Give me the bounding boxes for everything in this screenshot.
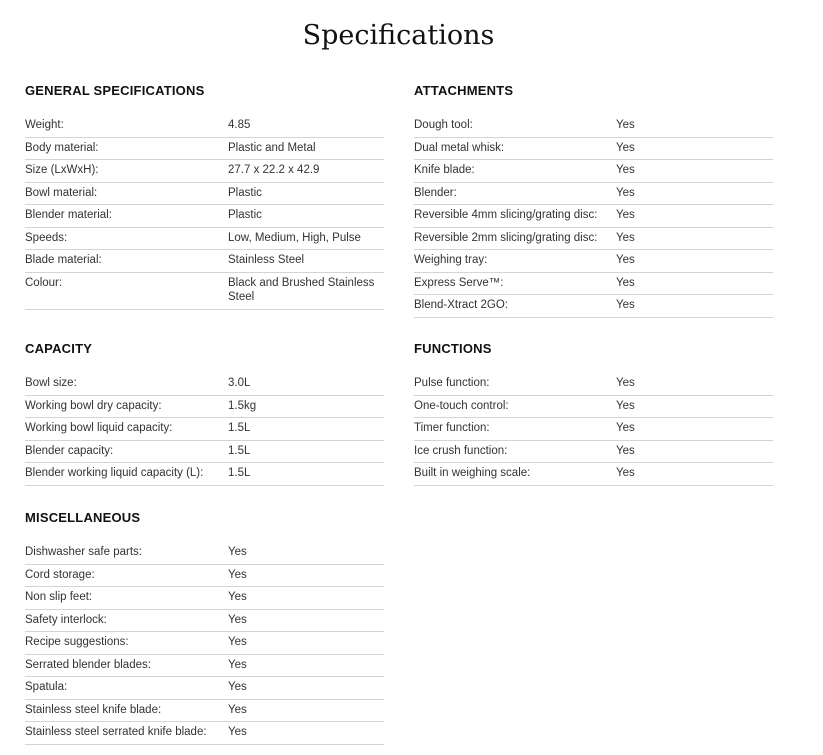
spec-row <box>25 677 384 700</box>
spec-label: Working bowl dry capacity: <box>25 399 162 412</box>
spec-value: 1.5L <box>228 422 251 434</box>
spec-value: Plastic and Metal <box>228 141 316 154</box>
spec-value: Yes <box>616 467 635 479</box>
spec-value: Stainless Steel <box>228 254 305 266</box>
spec-value: Yes <box>616 119 635 131</box>
spec-label: Weight: <box>25 119 64 131</box>
spec-row <box>25 250 384 273</box>
spec-value: 4.85 <box>228 119 251 131</box>
spec-row <box>25 273 384 310</box>
spec-row <box>414 160 773 183</box>
spec-value: Yes <box>228 591 247 603</box>
spec-label: Cord storage: <box>25 568 95 581</box>
spec-row <box>25 205 384 228</box>
spec-label: Stainless steel knife blade: <box>25 703 162 716</box>
spec-value: Yes <box>616 299 635 311</box>
section-heading: ATTACHMENTS <box>414 83 514 98</box>
spec-value: Plastic <box>228 209 262 221</box>
spec-label: Dough tool: <box>414 119 473 131</box>
spec-value: Yes <box>616 141 635 154</box>
spec-row <box>25 115 384 138</box>
spec-label: Reversible 2mm slicing/grating disc: <box>414 231 598 244</box>
spec-label: Blender: <box>414 186 457 199</box>
spec-label: Spatula: <box>25 681 68 693</box>
spec-row <box>414 205 773 228</box>
spec-value: Low, Medium, High, Pulse <box>228 231 361 244</box>
spec-row <box>25 700 384 723</box>
spec-label: Bowl size: <box>25 377 77 389</box>
spec-value: Yes <box>616 186 635 199</box>
spec-row <box>25 655 384 678</box>
spec-label: Reversible 4mm slicing/grating disc: <box>414 209 598 221</box>
spec-row <box>25 183 384 206</box>
spec-label: Safety interlock: <box>25 613 107 626</box>
page-title: Specifications <box>302 20 495 51</box>
spec-value: Yes <box>616 444 635 457</box>
general-specifications-section <box>25 83 384 310</box>
spec-value: Black and Brushed Stainless Steel <box>228 276 375 303</box>
spec-value: Yes <box>228 636 247 648</box>
spec-row <box>25 418 384 441</box>
attachments-section <box>414 83 773 318</box>
spec-value: Yes <box>616 377 635 389</box>
spec-row <box>414 441 773 464</box>
capacity-section <box>25 341 384 486</box>
spec-value: Yes <box>228 726 247 738</box>
spec-label: Ice crush function: <box>414 444 508 457</box>
spec-row <box>25 632 384 655</box>
spec-label: Dishwasher safe parts: <box>25 546 142 558</box>
spec-row <box>25 722 384 745</box>
spec-label: One-touch control: <box>414 399 509 412</box>
functions-section <box>414 341 773 486</box>
spec-row <box>414 183 773 206</box>
spec-label: Weighing tray: <box>414 254 488 266</box>
spec-value: Yes <box>616 254 635 266</box>
spec-row <box>414 463 773 486</box>
spec-value: Yes <box>616 209 635 221</box>
spec-label: Non slip feet: <box>25 591 93 603</box>
spec-row <box>414 373 773 396</box>
spec-label: Dual metal whisk: <box>414 141 505 154</box>
spec-row <box>25 441 384 464</box>
spec-row <box>414 138 773 161</box>
spec-value: 1.5kg <box>228 399 257 412</box>
spec-label: Blender material: <box>25 209 112 221</box>
spec-label: Recipe suggestions: <box>25 636 129 648</box>
spec-label: Timer function: <box>414 422 490 434</box>
spec-value: Yes <box>228 568 247 581</box>
section-heading: FUNCTIONS <box>414 341 492 356</box>
spec-row <box>25 565 384 588</box>
spec-row <box>414 418 773 441</box>
section-heading: CAPACITY <box>25 341 93 356</box>
spec-label: Express Serve™: <box>414 276 504 289</box>
spec-label: Colour: <box>25 276 63 289</box>
spec-value: Yes <box>228 658 247 671</box>
spec-value: 1.5L <box>228 467 251 479</box>
spec-row <box>414 295 773 318</box>
spec-value: Yes <box>228 703 247 716</box>
spec-label: Blade material: <box>25 254 102 266</box>
spec-value: Yes <box>228 681 247 693</box>
spec-label: Knife blade: <box>414 164 475 176</box>
spec-row <box>25 396 384 419</box>
spec-label: Blend-Xtract 2GO: <box>414 299 508 311</box>
spec-value: 1.5L <box>228 444 251 457</box>
spec-value: Plastic <box>228 186 262 199</box>
spec-row <box>414 396 773 419</box>
spec-row <box>25 463 384 486</box>
spec-label: Blender working liquid capacity (L): <box>25 467 204 479</box>
spec-label: Size (LxWxH): <box>25 164 99 176</box>
spec-value: Yes <box>228 613 247 626</box>
spec-label: Built in weighing scale: <box>414 467 531 479</box>
spec-row <box>414 115 773 138</box>
section-heading: MISCELLANEOUS <box>25 510 141 525</box>
spec-row <box>25 228 384 251</box>
spec-row <box>414 273 773 296</box>
spec-label: Blender capacity: <box>25 444 114 457</box>
spec-label: Working bowl liquid capacity: <box>25 422 173 434</box>
spec-row <box>25 587 384 610</box>
spec-value: Yes <box>616 276 635 289</box>
spec-value: Yes <box>616 422 635 434</box>
miscellaneous-section <box>25 510 384 745</box>
spec-row <box>25 160 384 183</box>
section-heading: GENERAL SPECIFICATIONS <box>25 83 205 98</box>
spec-value: Yes <box>616 231 635 244</box>
spec-value: Yes <box>228 546 247 558</box>
spec-label: Body material: <box>25 141 99 154</box>
spec-label: Pulse function: <box>414 377 490 389</box>
spec-value: 3.0L <box>228 377 251 389</box>
spec-row <box>25 610 384 633</box>
spec-row <box>25 373 384 396</box>
spec-label: Speeds: <box>25 231 68 244</box>
spec-row <box>414 250 773 273</box>
spec-value: 27.7 x 22.2 x 42.9 <box>228 164 320 176</box>
spec-row <box>25 138 384 161</box>
spec-label: Serrated blender blades: <box>25 658 151 671</box>
spec-value: Yes <box>616 399 635 412</box>
spec-value: Yes <box>616 164 635 176</box>
spec-label: Stainless steel serrated knife blade: <box>25 726 207 738</box>
spec-label: Bowl material: <box>25 186 98 199</box>
spec-row <box>414 228 773 251</box>
spec-row <box>25 542 384 565</box>
